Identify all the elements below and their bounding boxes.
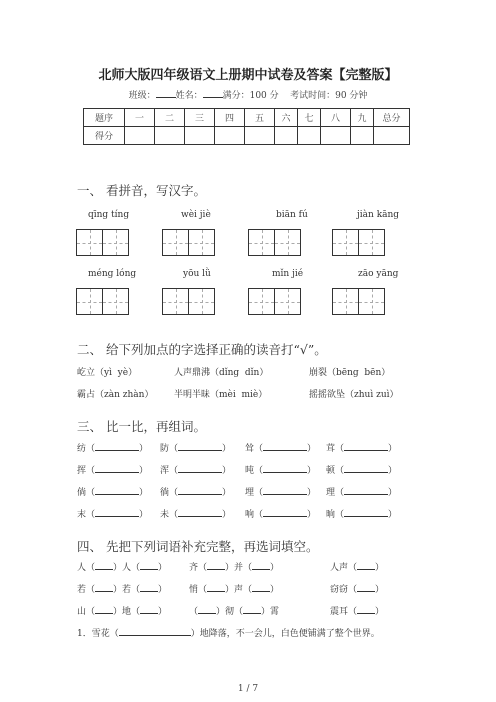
score-input-cell[interactable]: [298, 127, 321, 145]
idiom-text: ）: [270, 585, 280, 595]
writing-cell[interactable]: [102, 229, 129, 256]
time-label: 考试时间：90 分钟: [290, 91, 368, 101]
idiom-text: 人（: [77, 563, 96, 573]
writing-cell[interactable]: [274, 288, 301, 315]
name-label: 姓名：: [175, 91, 203, 101]
table-cell: 五: [245, 109, 275, 127]
score-table-header-row: [84, 109, 410, 127]
section-4-heading: 四、 先把下列词语补充完整，再选词填空。: [77, 539, 319, 554]
pinyin-label: mǐn jié: [272, 269, 304, 279]
answer-blank[interactable]: [263, 485, 307, 495]
answer-blank[interactable]: [140, 560, 158, 570]
idiom-fill: [77, 582, 167, 595]
section-1-heading: 一、 看拼音，写汉字。: [77, 183, 206, 198]
compare-row: 浑（ ）: [160, 463, 231, 476]
idiom-text: 齐（: [189, 563, 208, 573]
answer-blank[interactable]: [344, 485, 388, 495]
pinyin-label: yōu lǜ: [183, 269, 211, 279]
idiom-text: ）并（: [225, 563, 253, 573]
answer-blank[interactable]: [252, 582, 270, 592]
score-table: [83, 108, 410, 145]
writing-grid: [162, 288, 215, 315]
writing-cell[interactable]: [332, 288, 359, 315]
idiom-fill: [330, 582, 384, 595]
writing-grid: [162, 229, 215, 256]
writing-cell[interactable]: [248, 288, 275, 315]
answer-blank[interactable]: [95, 485, 139, 495]
answer-blank[interactable]: [263, 463, 307, 473]
score-input-cell[interactable]: [125, 127, 155, 145]
writing-cell[interactable]: [274, 229, 301, 256]
idiom-fill: [189, 560, 279, 573]
idiom-text: （: [189, 607, 199, 617]
section-2-heading: 二、 给下列加点的字选择正确的读音打“√”。: [77, 342, 327, 357]
answer-blank[interactable]: [95, 560, 113, 570]
pinyin-label: jiàn kāng: [357, 210, 400, 220]
table-cell: 八: [321, 109, 351, 127]
idiom-text: 山（: [77, 607, 96, 617]
writing-grid: [332, 288, 385, 315]
pinyin-label: wèi jiè: [181, 210, 211, 220]
writing-cell[interactable]: [332, 229, 359, 256]
page-title: 北师大版四年级语文上册期中试卷及答案【完整版】: [98, 68, 398, 83]
char-label: 未: [160, 510, 170, 520]
answer-blank[interactable]: [95, 441, 139, 451]
answer-blank[interactable]: [263, 441, 307, 451]
table-cell: 六: [275, 109, 298, 127]
compare-row: 纺（ ）: [77, 441, 148, 454]
writing-cell[interactable]: [358, 229, 385, 256]
compare-row: 徜（ ）: [160, 485, 231, 498]
char-label: 埋: [245, 488, 255, 498]
writing-cell[interactable]: [248, 229, 275, 256]
writing-cell[interactable]: [162, 229, 189, 256]
table-cell: 二: [155, 109, 185, 127]
table-cell: 总分: [374, 109, 410, 127]
compare-row: 吨（ ）: [245, 463, 316, 476]
score-input-cell[interactable]: [275, 127, 298, 145]
pinyin-label: zāo yāng: [358, 269, 399, 279]
answer-blank[interactable]: [344, 507, 388, 517]
idiom-text: ）声（: [225, 585, 253, 595]
idiom-text: ）: [158, 607, 168, 617]
idiom-text: ）: [158, 563, 168, 573]
score-label: 满分：100 分: [222, 91, 279, 101]
idiom-fill: [330, 560, 384, 573]
idiom-text: ）人（: [113, 563, 141, 573]
table-cell: 七: [298, 109, 321, 127]
answer-blank[interactable]: [344, 441, 388, 451]
reading-choice[interactable]: 崩裂（bēng bēn）: [309, 368, 391, 378]
compare-row: 顿（ ）: [326, 463, 397, 476]
char-label: 吨: [245, 466, 255, 476]
char-label: 顿: [326, 466, 336, 476]
answer-blank[interactable]: [178, 507, 222, 517]
idiom-text: 窃窃（: [330, 585, 358, 595]
char-label: 浑: [160, 466, 170, 476]
table-cell: 三: [185, 109, 215, 127]
exam-info: [0, 88, 496, 101]
answer-blank[interactable]: [207, 582, 225, 592]
idiom-text: ）: [158, 585, 168, 595]
char-label: 纺: [77, 444, 87, 454]
writing-cell[interactable]: [188, 229, 215, 256]
idiom-text: ）若（: [113, 585, 141, 595]
score-input-cell[interactable]: [185, 127, 215, 145]
table-cell: 九: [351, 109, 374, 127]
compare-row: 埋（ ）: [245, 485, 316, 498]
name-blank[interactable]: [203, 89, 223, 98]
idiom-fill: [77, 560, 167, 573]
writing-grid: [248, 288, 301, 315]
score-table-score-row: [84, 127, 410, 145]
answer-blank[interactable]: [95, 582, 113, 592]
score-input-cell[interactable]: [374, 127, 410, 145]
compare-row: 理（ ）: [326, 485, 397, 498]
char-label: 徜: [160, 488, 170, 498]
compare-row: 挥（ ）: [77, 463, 148, 476]
char-label: 晌: [326, 510, 336, 520]
writing-cell[interactable]: [162, 288, 189, 315]
class-label: 班级：: [128, 91, 156, 101]
reading-choice[interactable]: 人声鼎沸（dǐng dǐn）: [174, 368, 269, 378]
table-cell: 题序: [84, 109, 125, 127]
compare-row: 未（ ）: [160, 507, 231, 520]
answer-blank[interactable]: [357, 560, 375, 570]
answer-blank[interactable]: [178, 441, 222, 451]
pinyin-label: biān fú: [276, 210, 308, 220]
idiom-fill: [77, 604, 167, 617]
writing-cell[interactable]: [76, 229, 103, 256]
table-cell: 四: [215, 109, 245, 127]
pinyin-label: méng lóng: [88, 269, 137, 279]
writing-cell[interactable]: [76, 288, 103, 315]
answer-blank[interactable]: [207, 560, 225, 570]
compare-row: 响（ ）: [245, 507, 316, 520]
answer-blank[interactable]: [95, 604, 113, 614]
answer-blank[interactable]: [252, 560, 270, 570]
answer-blank[interactable]: [178, 485, 222, 495]
idiom-text: ）地（: [113, 607, 141, 617]
score-input-cell[interactable]: [351, 127, 374, 145]
char-label: 响: [245, 510, 255, 520]
reading-choice[interactable]: 半明半昧（mèi miè）: [174, 390, 268, 400]
char-label: 耸: [245, 444, 255, 454]
idiom-fill: [189, 604, 279, 617]
reading-choice[interactable]: 霸占（zàn zhàn）: [77, 390, 154, 400]
answer-blank[interactable]: [178, 463, 222, 473]
idiom-text: 人声（: [330, 563, 358, 573]
writing-cell[interactable]: [188, 288, 215, 315]
writing-cell[interactable]: [358, 288, 385, 315]
answer-blank[interactable]: [95, 463, 139, 473]
reading-choice[interactable]: 屹立（yì yè）: [77, 368, 138, 378]
answer-blank[interactable]: [140, 604, 158, 614]
char-label: 防: [160, 444, 170, 454]
answer-blank[interactable]: [95, 507, 139, 517]
score-input-cell[interactable]: [215, 127, 245, 145]
answer-blank[interactable]: [198, 604, 216, 614]
compare-row: 耸（ ）: [245, 441, 316, 454]
idiom-text: ）: [375, 585, 385, 595]
sentence-text: ）地降落，不一会儿，白色便铺满了整个世界。: [190, 629, 380, 639]
idiom-text: ）彻（: [216, 607, 244, 617]
idiom-text: 悄（: [189, 585, 208, 595]
idiom-text: 震耳（: [330, 607, 358, 617]
sentence-fill: [77, 626, 380, 639]
char-label: 倘: [77, 488, 87, 498]
pinyin-label: qīng tíng: [88, 210, 130, 220]
answer-blank[interactable]: [243, 604, 261, 614]
answer-blank[interactable]: [263, 507, 307, 517]
answer-blank[interactable]: [140, 582, 158, 592]
writing-grid: [332, 229, 385, 256]
compare-row: 末（ ）: [77, 507, 148, 520]
writing-grid: [76, 288, 129, 315]
sentence-text: 1．雪花（: [77, 629, 119, 639]
char-label: 挥: [77, 466, 87, 476]
reading-choice[interactable]: 摇摇欲坠（zhuì zuì）: [309, 390, 399, 400]
section-3-heading: 三、 比一比，再组词。: [77, 419, 206, 434]
writing-grid: [76, 229, 129, 256]
compare-row: 茸（ ）: [326, 441, 397, 454]
idiom-text: ）: [270, 563, 280, 573]
idiom-text: ）: [375, 607, 385, 617]
score-input-cell[interactable]: [245, 127, 275, 145]
idiom-text: 若（: [77, 585, 96, 595]
score-input-cell[interactable]: [321, 127, 351, 145]
table-cell: 得分: [84, 127, 125, 145]
compare-row: 晌（ ）: [326, 507, 397, 520]
table-cell: 一: [125, 109, 155, 127]
idiom-text: ）霄: [261, 607, 280, 617]
score-input-cell[interactable]: [155, 127, 185, 145]
answer-blank[interactable]: [119, 626, 191, 636]
char-label: 理: [326, 488, 336, 498]
page-number: 1 / 7: [237, 684, 259, 694]
char-label: 末: [77, 510, 87, 520]
idiom-text: ）: [375, 563, 385, 573]
answer-blank[interactable]: [357, 582, 375, 592]
char-label: 茸: [326, 444, 336, 454]
writing-grid: [248, 229, 301, 256]
idiom-fill: [330, 604, 384, 617]
writing-cell[interactable]: [102, 288, 129, 315]
idiom-fill: [189, 582, 279, 595]
answer-blank[interactable]: [344, 463, 388, 473]
class-blank[interactable]: [156, 89, 176, 98]
compare-row: 防（ ）: [160, 441, 231, 454]
compare-row: 倘（ ）: [77, 485, 148, 498]
answer-blank[interactable]: [357, 604, 375, 614]
